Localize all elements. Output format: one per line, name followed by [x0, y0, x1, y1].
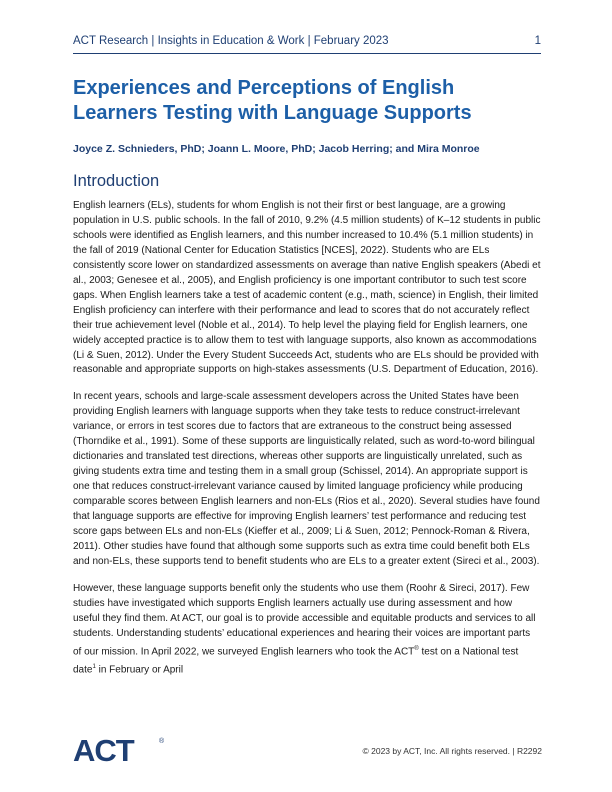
logo-text: ACT — [73, 733, 134, 765]
header-rule — [73, 53, 541, 54]
author-line: Joyce Z. Schnieders, PhD; Joann L. Moore, PhD; Jacob Herring; and Mira Monroe — [73, 143, 480, 155]
document-title: Experiences and Perceptions of English Learners Testing with Language Supports — [73, 77, 472, 124]
footnote-ref[interactable]: 1 — [92, 663, 96, 670]
copyright-footer: © 2023 by ACT, Inc. All rights reserved. | R2292 — [362, 746, 542, 756]
header-series: ACT Research | Insights in Education & Work | February 2023 — [73, 35, 389, 47]
logo-registered-mark: ® — [159, 738, 165, 745]
paragraph-text: in February or April — [95, 664, 184, 676]
paragraph-text: However, these language supports benefit only the students who use them (Roohr & Sireci, 2017). Few studies have investigated which supports English learners actually use during assessment and how useful they find them. At ACT, our goal is to provide accessible and equitable products and services to all students. Understanding students’ educational experiences and hearing their voices are important parts of our mission. In April 2022, we surveyed English learners who took the ACT — [73, 582, 536, 658]
act-logo — [73, 733, 168, 765]
paragraph: English learners (ELs), students for whom English is not their first or best language, are a growing population in U.S. public schools. In the fall of 2010, 9.2% (4.5 million students) of K–12 students in public schools were identified as English learners, and this number increased to 10.4% (5.1 million students) in the fall of 2019 (National Center for Education Statistics [NCES], 2022). Students who are ELs consistently score lower on standardized assessments on average than native English speakers (Abedi et al., 2003; Genesee et al., 2005), and English proficiency is one important contributor to such test score gaps. When English learners take a test of academic content (e.g., math, science) in English, their limited English proficiency can interfere with their performance and lead to scores that do not accurately reflect their true achievement level (Noble et al., 2014). To help level the playing field for English learners, one widely accepted practice is to allow them to test with language supports, also known as accommodations (Li & Suen, 2012). Under the Every Student Succeeds Act, students who are ELs should be provided with reasonable and appropriate supports on high-stakes assessments (U.S. Department of Education, 2016). — [73, 200, 541, 376]
paragraph-text: test on a National test date — [73, 646, 519, 676]
paragraph: In recent years, schools and large-scale assessment developers across the United States have been providing English learners with language supports when they take tests to reduce construct-irrelevant variance, or errors in test scores due to factors that are extraneous to the construct being assessed (Thorndike et al., 1991). Some of these supports are linguistically related, such as word-to-word bilingual dictionaries and translated test directions, whereas other supports are linguistically unrelated, such as giving students extra time and testing them in a small group (Schissel, 2014). An appropriate support is one that reduces construct-irrelevant variance caused by limited language proficiency while producing comparable scores between English learners and non-ELs (Rios et al., 2020). Several studies have found that language supports are effective for improving English learners’ test performance and reducing test score gaps between ELs and non-ELs (Kieffer et al., 2009; Li & Suen, 2012; Pennock-Roman & Rivera, 2011). Other studies have found that although some supports such as extra time could benefit both ELs and non-ELs, these supports tend to benefit students who are ELs to a greater extent (Sireci et al., 2003). — [73, 391, 540, 567]
running-header — [73, 35, 541, 47]
paragraph — [73, 582, 541, 678]
body-content — [73, 199, 541, 690]
page-number: 1 — [534, 35, 541, 47]
section-heading: Introduction — [73, 172, 160, 190]
registered-mark: ® — [414, 645, 419, 652]
